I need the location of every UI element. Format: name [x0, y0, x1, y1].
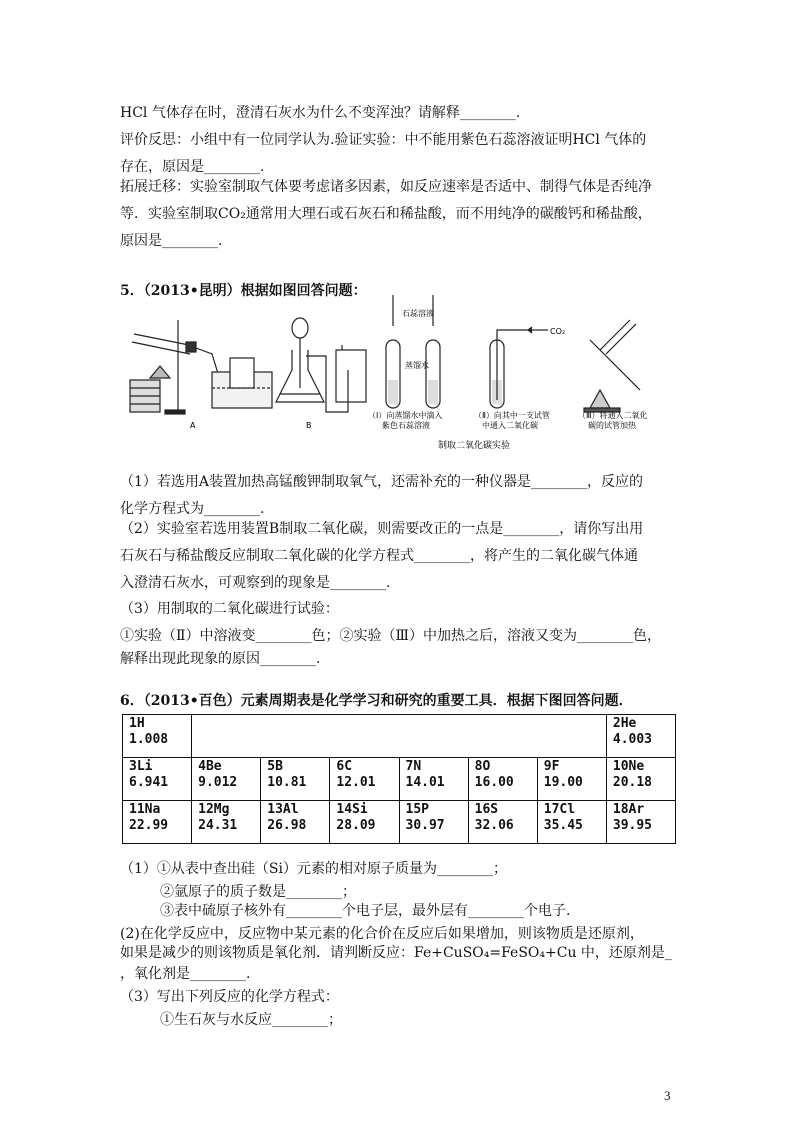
element-mass: 1.008	[129, 732, 169, 747]
table-row	[123, 715, 676, 758]
element-mass: 9.012	[198, 775, 238, 790]
q6-line: ，氧化剂是________.	[120, 966, 251, 982]
caption-i-line1: （Ⅰ）向蒸馏水中滴入	[368, 411, 443, 420]
element-mass: 22.99	[129, 818, 169, 833]
element-symbol: 1H	[129, 716, 145, 731]
element-mass: 19.00	[543, 775, 583, 790]
element-mass: 12.01	[336, 775, 376, 790]
element-symbol: 9F	[543, 759, 560, 774]
co2-label: CO₂	[550, 327, 566, 336]
element-symbol: 16S	[474, 802, 499, 817]
q6-line: ③表中硫原子核外有________个电子层，最外层有________个电子.	[160, 903, 571, 919]
caption-i-line2: 紫色石蕊溶液	[382, 421, 430, 430]
element-cell	[261, 801, 330, 844]
caption-ii-line1: （Ⅱ）向其中一支试管	[474, 411, 550, 420]
q6-line: （3）写出下列反应的化学方程式：	[120, 989, 339, 1005]
element-cell	[468, 758, 537, 801]
element-symbol: 13Al	[267, 802, 299, 817]
question-6-title: 6．（2013•百色）元素周期表是化学学习和研究的重要工具．根据下图回答问题．	[120, 693, 633, 709]
q5-line: ①实验（Ⅱ）中溶液变________色；②实验（Ⅲ）中加热之后，溶液又变为________色，	[120, 628, 662, 644]
element-symbol: 11Na	[129, 802, 161, 817]
element-mass: 39.95	[612, 818, 653, 833]
element-symbol: 4Be	[198, 759, 222, 774]
element-cell	[192, 758, 261, 801]
intro-line: 存在，原因是________.	[120, 159, 265, 175]
element-mass: 32.06	[474, 818, 514, 833]
page-number: 3	[664, 1088, 671, 1103]
caption-iii-line1: （Ⅲ）将通入二氧化	[578, 411, 648, 420]
q6-line: （1）①从表中查出硅（Si）元素的相对原子质量为________；	[120, 861, 507, 877]
element-cell	[330, 758, 399, 801]
litmus-label: 石蕊溶液	[402, 309, 434, 318]
periodic-table	[122, 714, 676, 844]
element-symbol: 8O	[474, 759, 491, 774]
empty-span	[192, 715, 607, 758]
apparatus-b	[276, 318, 366, 412]
element-cell	[261, 758, 330, 801]
q6-line: ①生石灰与水反应________；	[160, 1012, 342, 1028]
element-cell	[468, 801, 537, 844]
element-cell	[399, 758, 468, 801]
element-symbol: 7N	[405, 759, 422, 774]
element-cell	[123, 715, 192, 758]
q5-line: 入澄清石灰水，可观察到的现象是________.	[120, 575, 391, 591]
element-cell	[537, 758, 606, 801]
element-mass: 35.45	[543, 818, 583, 833]
element-mass: 16.00	[474, 775, 514, 790]
test-tube-ii	[490, 327, 548, 408]
figure-caption: 制取二氧化碳实验	[438, 441, 511, 451]
element-symbol: 15P	[405, 802, 429, 817]
q5-line: （2）实验室若选用装置B制取二氧化碳，则需要改正的一点是________，请你写出用	[120, 521, 644, 537]
element-cell	[537, 801, 606, 844]
table-row	[123, 801, 676, 844]
element-cell	[399, 801, 468, 844]
element-symbol: 12Mg	[198, 802, 230, 817]
element-cell	[606, 715, 675, 758]
element-symbol: 3Li	[129, 759, 153, 774]
intro-line: 拓展迁移：实验室制取气体要考虑诸多因素，如反应速率是否适中、制得气体是否纯净	[120, 179, 652, 195]
apparatus-a	[130, 320, 272, 414]
element-mass: 26.98	[267, 818, 307, 833]
question-5-title: 5．（2013•昆明）根据如图回答问题：	[120, 283, 367, 299]
water-label: 蒸馏水	[405, 361, 429, 370]
q6-line: ②氩原子的质子数是________；	[160, 884, 356, 900]
element-symbol: 14Si	[336, 802, 368, 817]
q5-line: （3）用制取的二氧化碳进行试验：	[120, 601, 339, 617]
element-symbol: 18Ar	[612, 802, 645, 817]
element-symbol: 10Ne	[612, 759, 645, 774]
element-cell	[606, 801, 675, 844]
element-cell	[123, 758, 192, 801]
intro-line: 评价反思：小组中有一位同学认为.验证实验：中不能用紫色石蕊溶液证明HCl 气体的	[120, 132, 647, 148]
q5-line: 解释出现此现象的原因________.	[120, 651, 321, 667]
element-mass: 20.18	[612, 775, 653, 790]
intro-line: 原因是________.	[120, 233, 223, 249]
element-cell	[606, 758, 675, 801]
q5-line: 石灰石与稀盐酸反应制取二氧化碳的化学方程式________，将产生的二氧化碳气体通	[120, 548, 638, 564]
co2-experiment-figure	[120, 290, 660, 455]
element-symbol: 2He	[612, 716, 637, 731]
intro-line: HCl 气体存在时，澄清石灰水为什么不变浑浊？请解释________.	[120, 105, 521, 121]
table-row	[123, 758, 676, 801]
caption-ii-line2: 中通入二氧化碳	[482, 421, 538, 430]
element-mass: 24.31	[198, 818, 238, 833]
q5-line: （1）若选用A装置加热高锰酸钾制取氧气，还需补充的一种仪器是________，反应的	[120, 474, 644, 490]
q5-line: 化学方程式为________.	[120, 501, 265, 517]
intro-line: 等．实验室制取CO₂通常用大理石或石灰石和稀盐酸，而不用纯净的碳酸钙和稀盐酸，	[120, 206, 652, 222]
element-mass: 10.81	[267, 775, 307, 790]
element-mass: 14.01	[405, 775, 445, 790]
element-symbol: 5B	[267, 759, 283, 774]
element-cell	[123, 801, 192, 844]
q6-line: 如果是减少的则该物质是氧化剂．请判断反应：Fe+CuSO₄=FeSO₄+Cu 中，还原剂是_	[120, 945, 672, 961]
element-symbol: 17Cl	[543, 802, 576, 817]
caption-iii-line2: 碳的试管加热	[588, 421, 636, 430]
heating-apparatus-iii	[584, 320, 640, 412]
label-a: A	[190, 421, 196, 430]
element-mass: 6.941	[129, 775, 169, 790]
q6-line: (2)在化学反应中，反应物中某元素的化合价在反应后如果增加，则该物质是还原剂，	[120, 926, 644, 942]
label-b: B	[306, 421, 312, 430]
element-mass: 4.003	[612, 732, 653, 747]
element-symbol: 6C	[336, 759, 353, 774]
element-mass: 30.97	[405, 818, 445, 833]
element-cell	[192, 801, 261, 844]
element-mass: 28.09	[336, 818, 376, 833]
element-cell	[330, 801, 399, 844]
